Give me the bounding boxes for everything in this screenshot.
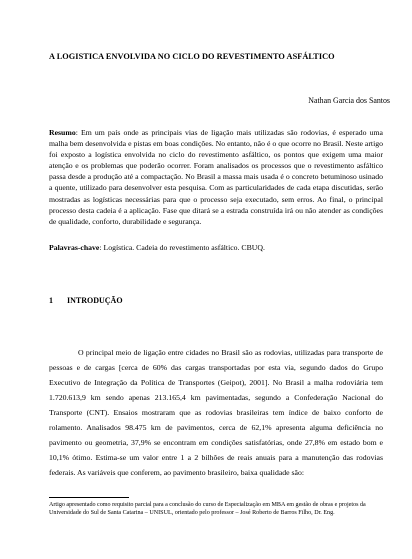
abstract-text: : Em um país onde as principais vias de ligação mais utilizadas são rodovias, é esperado uma malha bem desenvolvida e pistas em boas condições. No entanto, não é o que ocorre no Brasil. Neste artigo foi exposto a logística envolvida no ciclo do revestimento asfáltico, os pontos que exigem uma maior atenção e os problemas que poderão ocorrer. Foram analisados os processos que o revestimento asfáltico passa desde a produção até a compactação. No Brasil a massa mais usada é o concreto betuminoso usinado a quente, utilizado para desenvolver esta pesquisa. Com as particularidades de cada etapa discutidas, serão mostradas as logísticas necessárias para que o processo seja executado, sem erros. Ao final, o principal processo desta cadeia é a aplicação. Fase que ditará se a estrada construída irá ou não atender as condições de qualidade, conforto, durabilidade e segurança. [49, 128, 383, 226]
section-heading [49, 296, 123, 305]
intro-paragraph: O principal meio de ligação entre cidades no Brasil são as rodovias, utilizadas para transporte de pessoas e de cargas [cerca de 60% das cargas transportadas por esta via, segundo dados do Grupo Executivo de Integração da Política de Transportes (Geipot), 2001]. No Brasil a malha rodoviária tem 1.720.613,9 km sendo apenas 213.165,4 km pavimentadas, segundo a Confederação Nacional do Transporte (CNT). Ensaios mostraram que as rodovias brasileiras tem índice de baixo conforto de rolamento. Analisados 98.475 km de pavimentos, cerca de 62,1% apresenta alguma deficiência no pavimento ou geometria, 37,9% se encontram em condições satisfatórias, onde 27,8% em estado bom e 10,1% ótimo. Estima-se um valor entre 1 a 2 bilhões de reais anuais para a manutenção das rodovias federais. As variáveis que conferem, ao pavimento brasileiro, baixa qualidade são: [49, 348, 383, 477]
abstract [49, 127, 383, 227]
keywords-label: Palavras-chave [49, 243, 100, 252]
paper-title: A LOGISTICA ENVOLVIDA NO CICLO DO REVESTIMENTO ASFÁLTICO [49, 52, 335, 61]
footnote-divider [49, 497, 129, 498]
author-name: Nathan Garcia dos Santos [308, 96, 390, 105]
keywords [49, 242, 383, 253]
abstract-label: Resumo [49, 128, 76, 137]
body-text [49, 346, 383, 481]
footnote: Artigo apresentado como requisito parcial para a conclusão do curso de Especialização em MBA em gestão de obras e projetos da Universidade do Sul de Santa Catarina – UNISUL, orientado pelo professor – José Roberto de Barros Filho, Dr. Eng. [49, 502, 366, 516]
section-title: INTRODUÇÃO [67, 296, 123, 305]
section-number: 1 [49, 296, 53, 305]
keywords-text: : Logística. Cadeia do revestimento asfáltico. CBUQ. [99, 243, 265, 252]
